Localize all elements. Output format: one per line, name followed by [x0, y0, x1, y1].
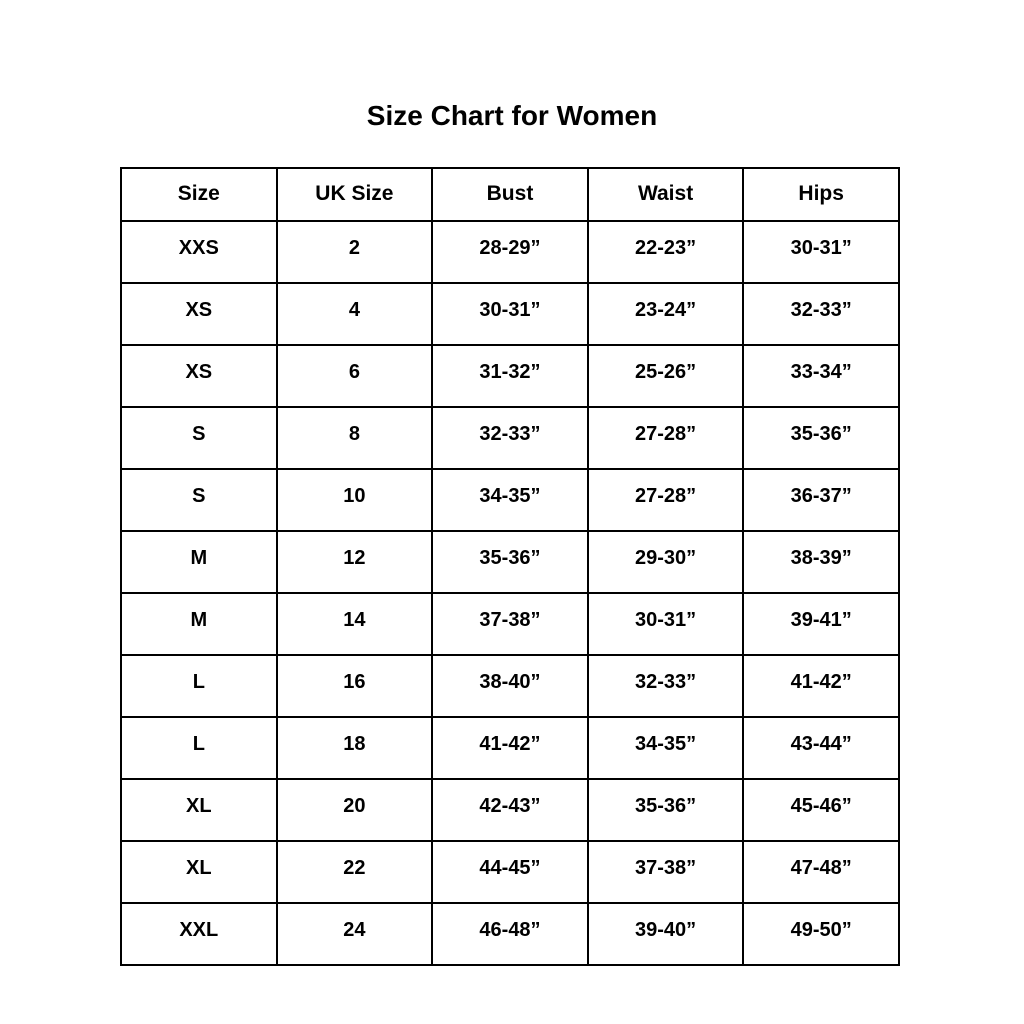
table-cell: 2 [277, 221, 433, 283]
table-row [121, 779, 899, 841]
column-header-bust: Bust [432, 168, 588, 221]
table-cell: S [121, 469, 277, 531]
table-row [121, 903, 899, 965]
table-cell: M [121, 593, 277, 655]
table-cell: 38-40” [432, 655, 588, 717]
table-head [121, 168, 899, 221]
table-cell: 42-43” [432, 779, 588, 841]
table-cell: 43-44” [743, 717, 899, 779]
table-cell: 39-41” [743, 593, 899, 655]
table-cell: 24 [277, 903, 433, 965]
table-cell: 37-38” [588, 841, 744, 903]
table-row [121, 221, 899, 283]
table-row [121, 593, 899, 655]
table-row [121, 345, 899, 407]
table-cell: 38-39” [743, 531, 899, 593]
table-cell: 37-38” [432, 593, 588, 655]
table-row [121, 469, 899, 531]
table-cell: 32-33” [743, 283, 899, 345]
table-cell: 34-35” [432, 469, 588, 531]
table-cell: 45-46” [743, 779, 899, 841]
table-cell: 30-31” [432, 283, 588, 345]
page-title: Size Chart for Women [366, 100, 658, 131]
table-cell: L [121, 717, 277, 779]
table-cell: 23-24” [588, 283, 744, 345]
table-cell: 28-29” [432, 221, 588, 283]
table-cell: XL [121, 841, 277, 903]
table-cell: XL [121, 779, 277, 841]
table-cell: 27-28” [588, 469, 744, 531]
table-row [121, 283, 899, 345]
table-cell: 35-36” [588, 779, 744, 841]
table-cell: 25-26” [588, 345, 744, 407]
table-cell: 44-45” [432, 841, 588, 903]
table-cell: 34-35” [588, 717, 744, 779]
table-cell: 16 [277, 655, 433, 717]
table-row [121, 717, 899, 779]
table-cell: 46-48” [432, 903, 588, 965]
table-cell: M [121, 531, 277, 593]
table-cell: 30-31” [743, 221, 899, 283]
table-body [121, 221, 899, 965]
table-row [121, 531, 899, 593]
table-cell: S [121, 407, 277, 469]
table-cell: 8 [277, 407, 433, 469]
table-cell: 31-32” [432, 345, 588, 407]
table-cell: XS [121, 283, 277, 345]
table-cell: 22 [277, 841, 433, 903]
table-cell: XXS [121, 221, 277, 283]
column-header-size: Size [121, 168, 277, 221]
column-header-uk-size: UK Size [277, 168, 433, 221]
table-row [121, 841, 899, 903]
table-cell: 22-23” [588, 221, 744, 283]
table-cell: 29-30” [588, 531, 744, 593]
table-cell: 47-48” [743, 841, 899, 903]
table-cell: 41-42” [743, 655, 899, 717]
table-cell: 12 [277, 531, 433, 593]
table-cell: 41-42” [432, 717, 588, 779]
table-cell: 33-34” [743, 345, 899, 407]
table-cell: 4 [277, 283, 433, 345]
table-header-row [121, 168, 899, 221]
table-cell: 35-36” [432, 531, 588, 593]
size-chart-table [120, 167, 900, 966]
table-row [121, 407, 899, 469]
table-cell: 32-33” [432, 407, 588, 469]
table-cell: 14 [277, 593, 433, 655]
table-cell: 36-37” [743, 469, 899, 531]
column-header-waist: Waist [588, 168, 744, 221]
table-cell: 32-33” [588, 655, 744, 717]
table-cell: 18 [277, 717, 433, 779]
table-cell: 35-36” [743, 407, 899, 469]
table-cell: 30-31” [588, 593, 744, 655]
table-cell: 49-50” [743, 903, 899, 965]
table-cell: 10 [277, 469, 433, 531]
table-cell: 27-28” [588, 407, 744, 469]
table-row [121, 655, 899, 717]
column-header-hips: Hips [743, 168, 899, 221]
table-cell: XS [121, 345, 277, 407]
table-cell: 39-40” [588, 903, 744, 965]
table-cell: XXL [121, 903, 277, 965]
table-cell: L [121, 655, 277, 717]
table-cell: 20 [277, 779, 433, 841]
table-cell: 6 [277, 345, 433, 407]
